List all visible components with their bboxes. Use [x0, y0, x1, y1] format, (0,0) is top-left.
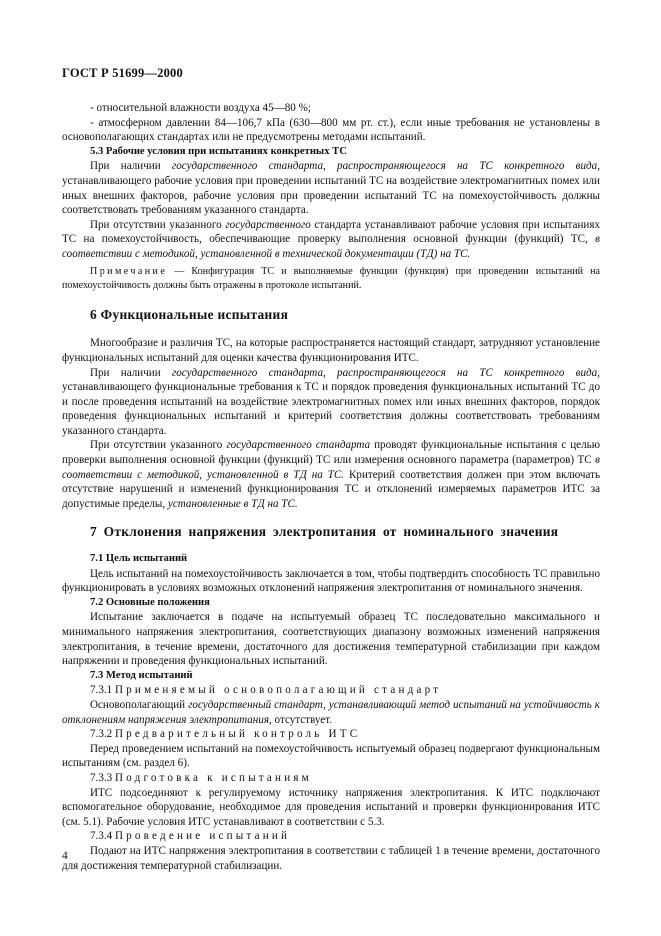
- clause-number: 7.3.4: [90, 830, 113, 843]
- emphasis-run: государственного: [225, 218, 311, 231]
- emphasis-run: государственного стандарта: [226, 439, 371, 452]
- subsection-7-3-heading: 7.3 Метод испытаний: [90, 669, 193, 681]
- paragraph-5-3-2: [62, 218, 600, 262]
- paragraph-humidity: - относительной влажности воздуха 45—80 %;: [90, 102, 311, 114]
- text-run: При наличии: [90, 366, 172, 379]
- paragraph-6-2: [62, 366, 600, 439]
- text-run: Основополагающий: [90, 698, 189, 711]
- text-run: устанавливающего функциональные требования к ТС и порядок проведения функциональных испытаний ТС до и после проведения испытаний на воздействие электромагнитных помех или иных внешних факторов, порядок проведения функциональных испытаний и критерий соответствия должны соответствовать требованиям указанного стандарта.: [62, 381, 600, 437]
- subsection-7-1-heading: 7.1 Цель испытаний: [90, 553, 188, 565]
- clause-7-3-2-heading: [62, 727, 600, 742]
- text-run: отсутствует.: [271, 713, 332, 726]
- clause-7-3-3-heading: [62, 771, 600, 786]
- clause-title: Проведение испытаний: [114, 830, 291, 843]
- text-run: При наличии: [90, 160, 172, 173]
- paragraph-7-3-2: Перед проведением испытаний на помехоустойчивость испытуемый образец подвергают функциональным испытаниям (см. раздел 6).: [62, 742, 600, 770]
- document-code: ГОСТ Р 51699—2000: [62, 66, 183, 80]
- clause-title: Предварительный контроль ИТС: [114, 728, 361, 741]
- section-6-heading: 6 Функциональные испытания: [90, 306, 289, 322]
- paragraph-7-2: Испытание заключается в подаче на испытуемый образец ТС последовательно максимального и минимального напряжения электропитания, соответствующих диапазону возможных изменений напряжения электропитания, в течение времени, достаточного для достижения температурной стабилизации при каждом напряжении и проведения функциональных испытаний.: [62, 611, 600, 668]
- text-run: устанавливающего рабочие условия при проведении испытаний ТС на воздействие электромагнитных помех или иных внешних факторов, рабочие условия при проведении испытаний ТС на помехоустойчивость должны соответствовать требованиям указанного стандарта.: [62, 174, 600, 217]
- paragraph-6-3: [62, 438, 600, 511]
- page-number: 4: [62, 850, 68, 862]
- note-text: — Конфигурация ТС и выполняемые функции (функция) при проведении испытаний на помехоустойчивость должны быть отражены в протоколе испытаний.: [62, 265, 600, 292]
- clause-7-3-4-heading: [62, 829, 600, 844]
- emphasis-run: государственный стандарт, устанавливающий метод испытаний на устойчивость к отклонениям напряжения электропитания,: [62, 698, 600, 726]
- section-7-heading: 7 Отклонения напряжения электропитания от номинального значения: [90, 524, 559, 540]
- paragraph-7-1: Цель испытаний на помехоустойчивость заключается в том, чтобы подтвердить способность ТС правильно функционировать в условиях возможных отклонений напряжения электропитания от номинального значения.: [62, 567, 600, 595]
- emphasis-run: в соответствии с методикой, установленной в технической документации (ТД) на ТС.: [62, 233, 600, 260]
- paragraph-pressure: - атмосферном давлении 84—106,7 кПа (630—800 мм рт. ст.), если иные требования не установлены в основополагающих стандартах или не предусмотрены методами испытаний.: [62, 116, 600, 144]
- paragraph-5-3-1: [62, 159, 600, 217]
- emphasis-run: государственного стандарта, распространяющегося на ТС конкретного вида,: [171, 366, 600, 379]
- text-run: При отсутствии указанного: [90, 439, 227, 452]
- clause-number: 7.3.2: [90, 728, 113, 741]
- note-label: Примечание: [90, 265, 168, 277]
- text-run: При отсутствии указанного: [90, 218, 226, 231]
- clause-number: 7.3.1: [90, 684, 113, 697]
- page-body: [62, 101, 600, 873]
- paragraph-6-1: Многообразие и различия ТС, на которые распространяется настоящий стандарт, затрудняют установление функциональных испытаний для оценки качества функционирования ИТС.: [62, 337, 600, 364]
- clause-title: Подготовка к испытаниям: [114, 771, 312, 784]
- emphasis-run: в соответствии с методикой, установленной в ТД на ТС.: [62, 454, 600, 481]
- paragraph-7-3-4: Подают на ИТС напряжения электропитания в соответствии с таблицей 1 в течение времени, достаточного для достижения температурной стабилизации.: [62, 844, 600, 872]
- text-run: Критерий соответствия должен при этом включать отсутствие нарушений и изменений функционирования ТС и отклонений измеряемых параметров ИТС за допустимые пределы,: [62, 468, 600, 510]
- clause-title: Применяемый основополагающий стандарт: [114, 684, 442, 697]
- subsection-5-3-heading: 5.3 Рабочие условия при испытаниях конкретных ТС: [90, 145, 347, 157]
- clause-number: 7.3.3: [90, 771, 113, 784]
- paragraph-7-3-3: ИТС подсоединяют к регулируемому источнику напряжения электропитания. К ИТС подключают вспомогательное оборудование, необходимое для проведения испытаний и проверки функционирования ИТС (см. 5.1). Рабочие условия ИТС устанавливают в соответствии с 5.3.: [62, 786, 600, 828]
- emphasis-run: установленные в ТД на ТС.: [167, 497, 298, 510]
- text-run: стандарта устанавливают рабочие условия при испытаниях ТС на помехоустойчивость, обеспечивающие проверку выполнения основной функции (функций) ТС,: [62, 218, 600, 246]
- paragraph-7-3-1: [62, 698, 600, 727]
- clause-7-3-1-heading: [62, 683, 600, 698]
- text-run: проводят функциональные испытания с целью проверки выполнения основной функции (функций) ТС или измерения основного параметра (параметров) ТС: [62, 439, 600, 467]
- subsection-7-2-heading: 7.2 Основные положения: [90, 596, 210, 608]
- emphasis-run: государственного стандарта, распространяющегося на ТС конкретного вида,: [171, 160, 600, 173]
- note-paragraph: [62, 265, 600, 294]
